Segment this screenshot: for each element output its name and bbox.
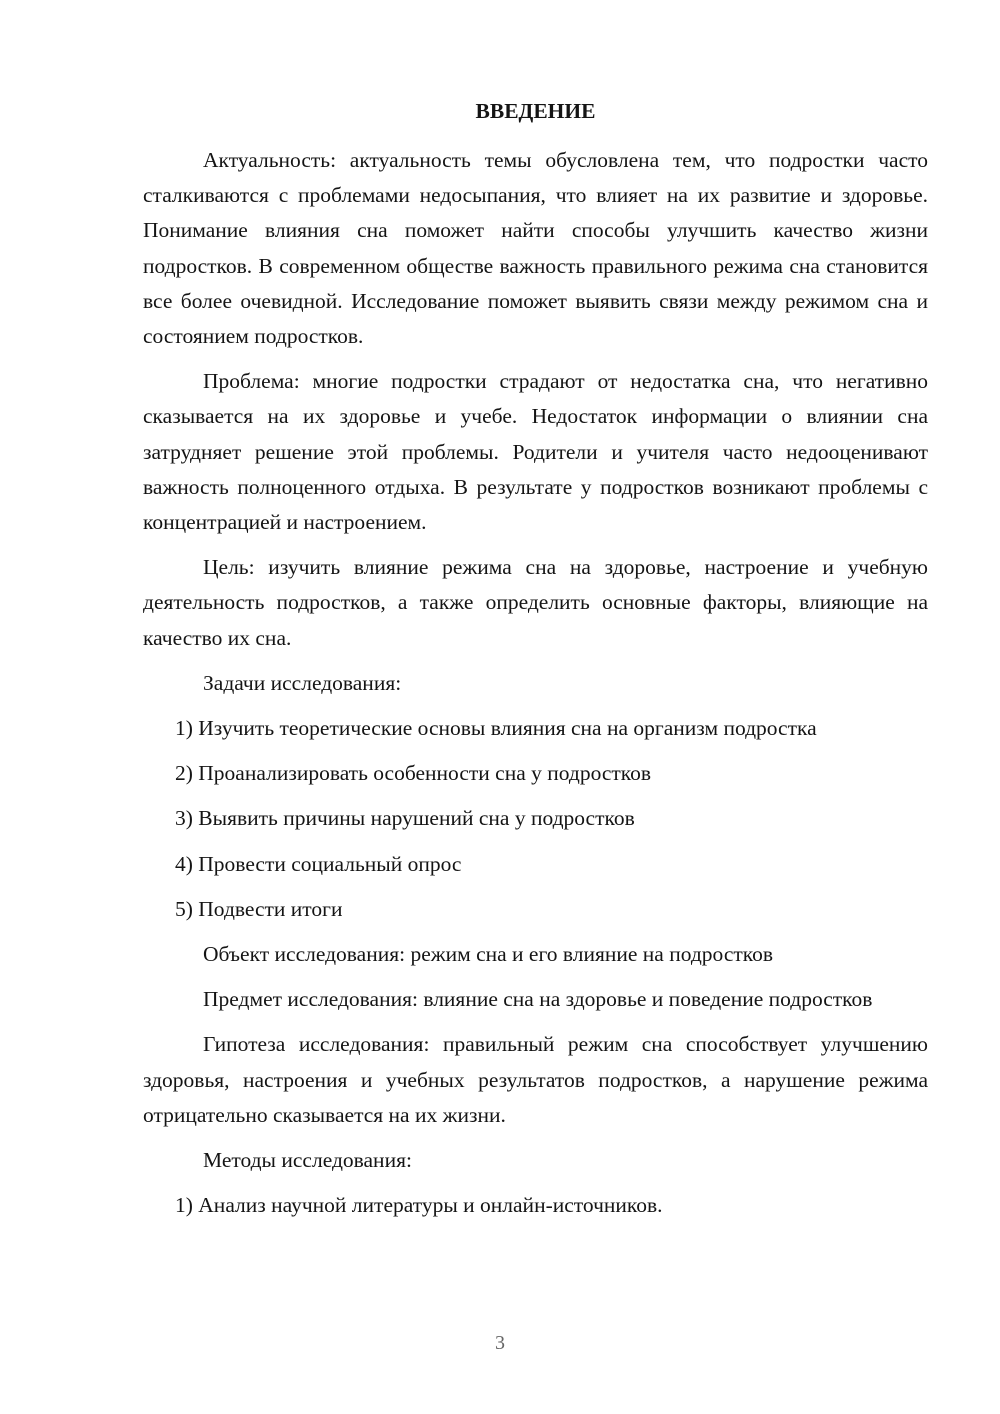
- list-item: 3) Выявить причины нарушений сна у подростков: [175, 806, 635, 831]
- methods-label: Методы исследования:: [203, 1148, 412, 1173]
- subject-paragraph: Предмет исследования: влияние сна на здоровье и поведение подростков: [203, 987, 873, 1012]
- list-item: 4) Провести социальный опрос: [175, 851, 462, 876]
- object-line: Объект исследования: режим сна и его влияние на подростков: [203, 942, 774, 967]
- tasks-label: Задачи исследования:: [203, 670, 402, 695]
- page-number: 3: [495, 1332, 505, 1354]
- methods-list: [143, 1188, 928, 1223]
- page-content: [143, 94, 928, 1233]
- list-item: 2) Проанализировать особенности сна у подростков: [175, 761, 652, 786]
- problem-paragraph: Проблема: многие подростки страдают от недостатка сна, что негативно сказывается на их здоровье и учебе. Недостаток информации о влиянии сна затрудняет решение этой проблемы. Родители и учителя часто недооценивают важность полноценного отдыха. В результате у подростков возникают проблемы с концентрацией и настроением.: [143, 369, 928, 535]
- goal-paragraph: Цель: изучить влияние режима сна на здоровье, настроение и учебную деятельность подростков, а также определить основные факторы, влияющие на качество их сна.: [143, 555, 928, 650]
- list-item: 1) Изучить теоретические основы влияния сна на организм подростка: [175, 716, 817, 741]
- list-item: 1) Анализ научной литературы и онлайн-источников.: [175, 1193, 663, 1218]
- list-item: 5) Подвести итоги: [175, 896, 343, 921]
- hypothesis-paragraph: Гипотеза исследования: правильный режим сна способствует улучшению здоровья, настроения и учебных результатов подростков, а нарушение режима отрицательно сказывается на их жизни.: [143, 1032, 928, 1127]
- section-heading: ВВЕДЕНИЕ: [475, 99, 596, 123]
- tasks-list: [143, 711, 928, 927]
- relevance-paragraph: Актуальность: актуальность темы обусловлена тем, что подростки часто сталкиваются с проблемами недосыпания, что влияет на их развитие и здоровье. Понимание влияния сна поможет найти способы улучшить качество жизни подростков. В современном обществе важность правильного режима сна становится все более очевидной. Исследование поможет выявить связи между режимом сна и состоянием подростков.: [143, 148, 928, 349]
